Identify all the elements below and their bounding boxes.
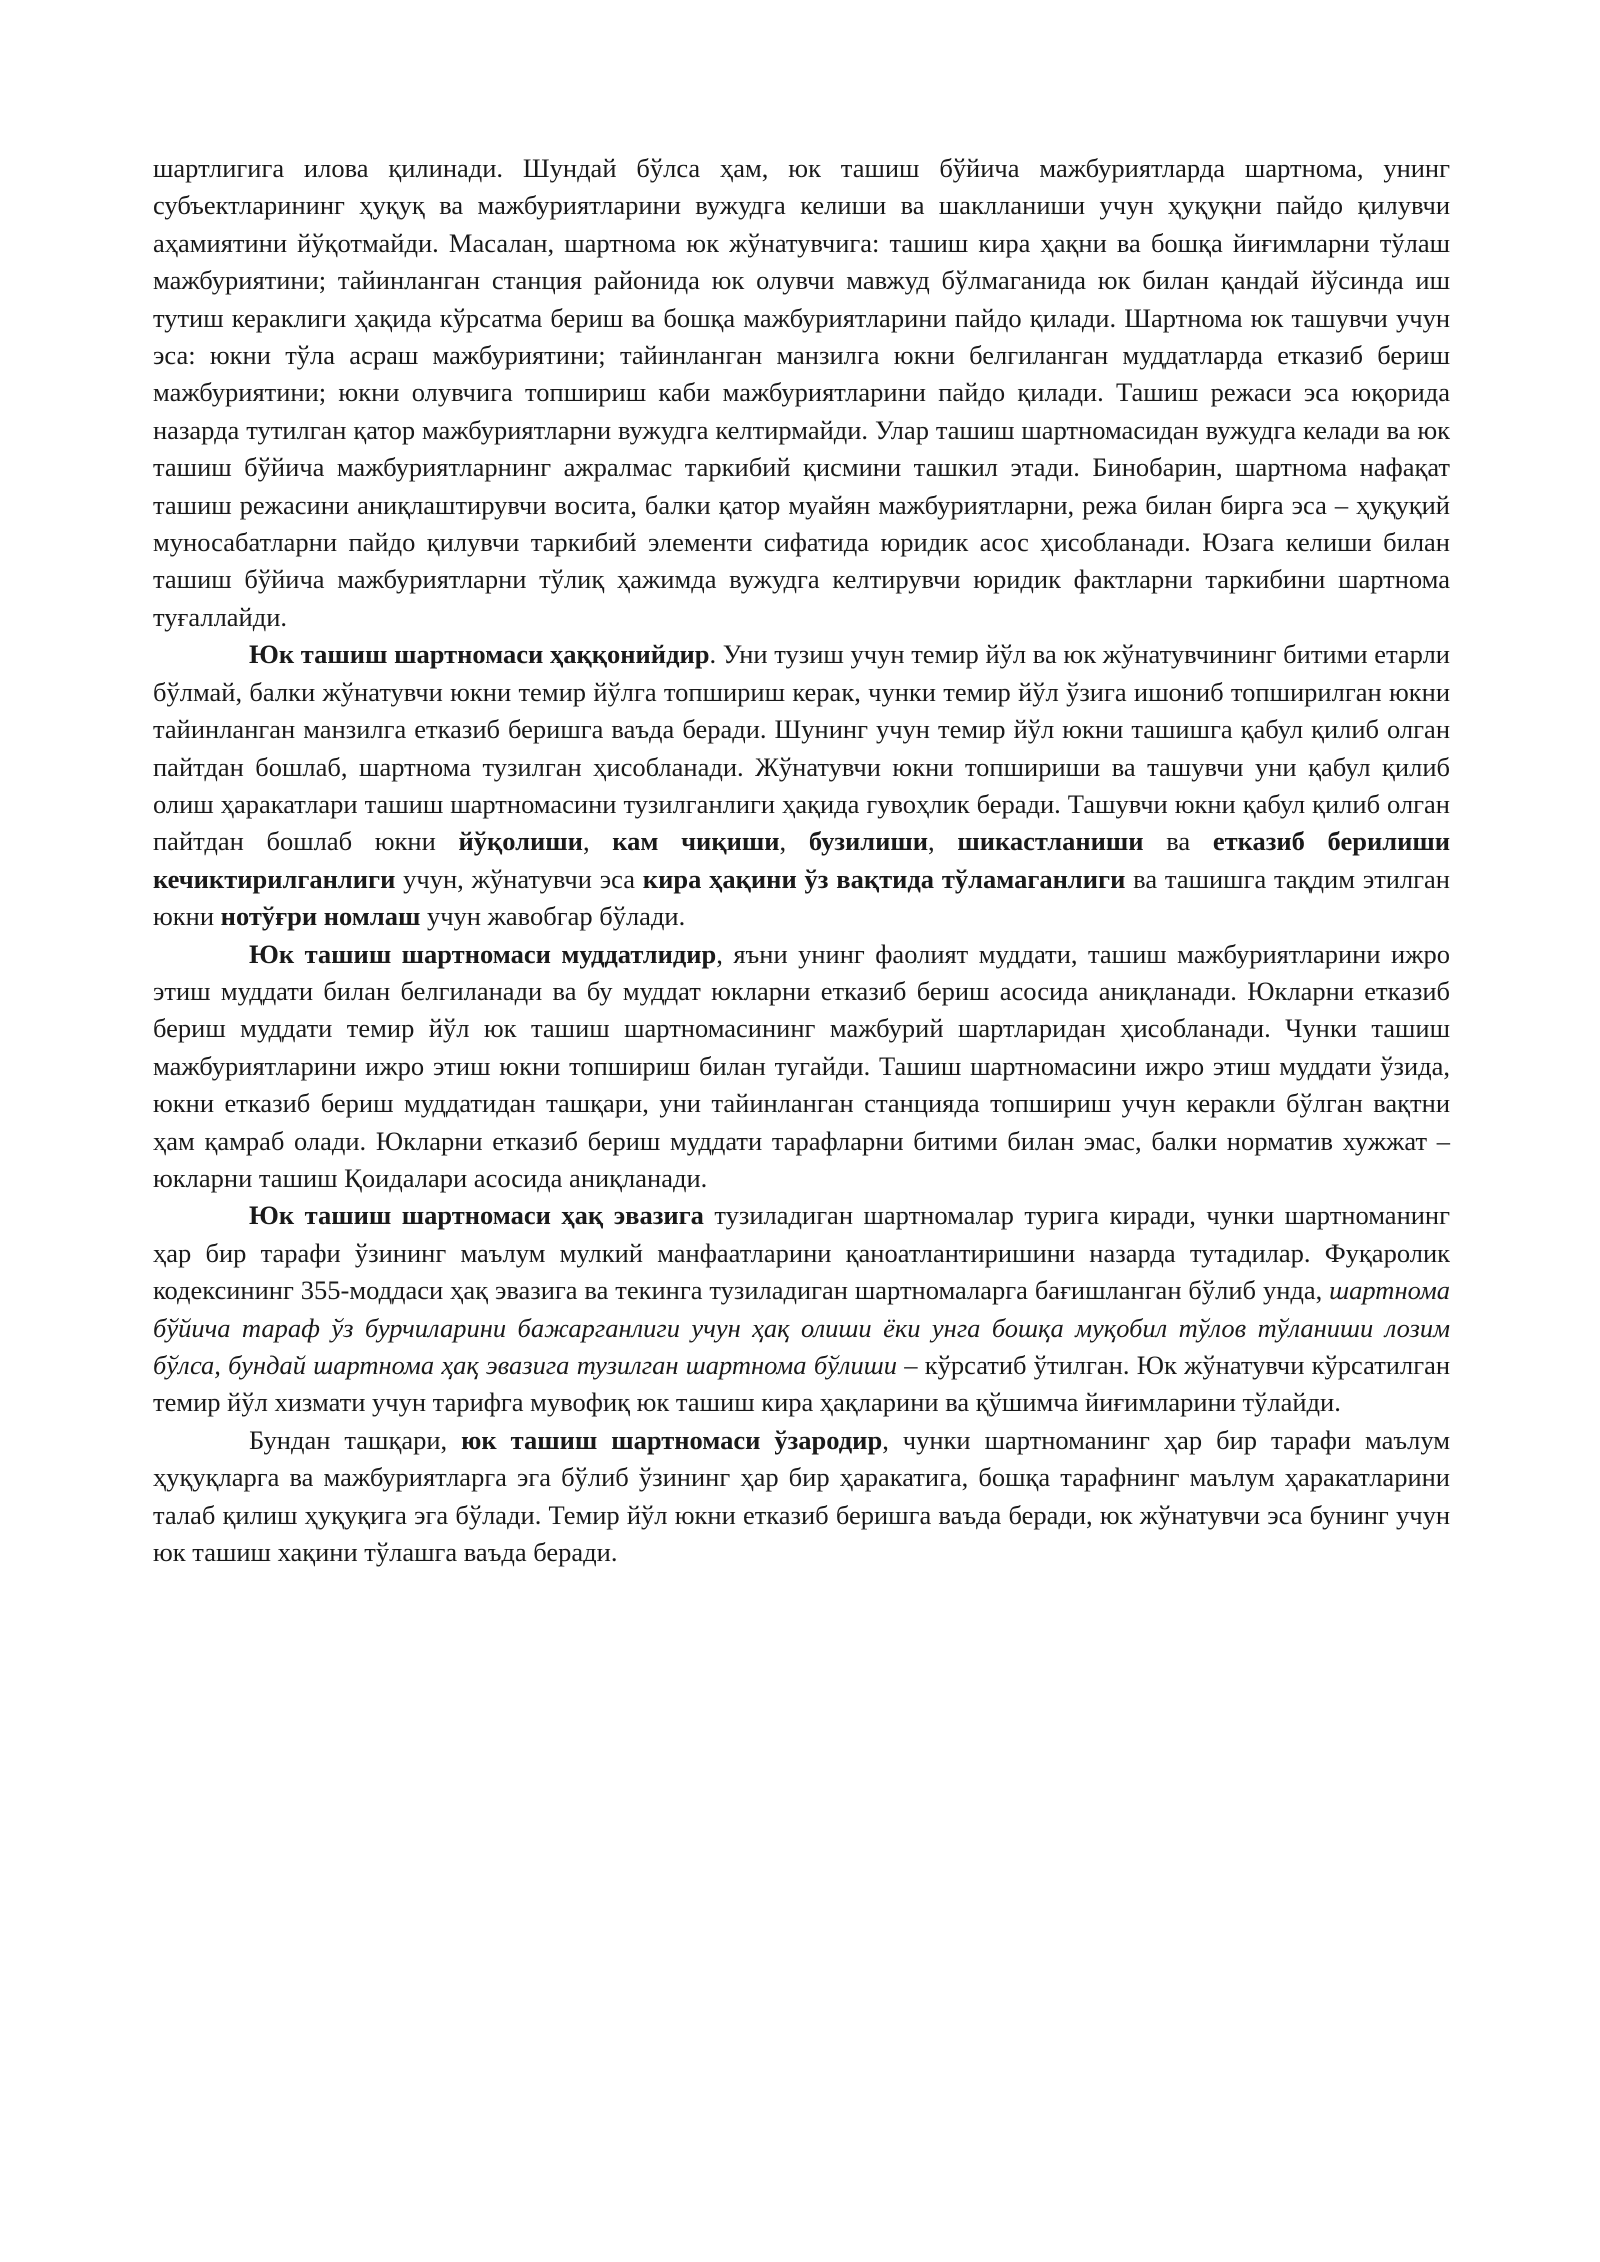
bold-text-run: Юк ташиш шартномаси ҳақ эвазига [249,1200,704,1231]
bold-text-run: йўқолиши [458,826,583,857]
text-run: учун жавобгар бўлади. [420,901,686,932]
paragraph-3 [153,936,1450,1198]
text-run: шартлигига илова қилинади. Шундай бўлса ҳам, юк ташиш бўйича мажбуриятларда шартнома, унинг субъектларининг ҳуқуқ ва мажбуриятларини вужудга келиши ва шаклланиши учун ҳуқуқни пайдо қилувчи аҳамиятини йўқотмайди. Масалан, шартнома юк жўнатувчига: ташиш кира ҳақни ва бошқа йиғимларни тўлаш мажбуриятини; тайинланган станция районида юк олувчи мавжуд бўлмаганида юк билан қандай йўсинда иш тутиш кераклиги ҳақида кўрсатма бериш ва бошқа мажбуриятларини пайдо қилади. Шартнома юк ташувчи учун эса: юкни тўла асраш мажбуриятини; тайинланган манзилга юкни белгиланган муддатларда етказиб бериш мажбуриятини; юкни олувчига топшириш каби мажбуриятларини пайдо қилади. Ташиш режаси эса юқорида назарда тутилган қатор мажбуриятларни вужудга келтирмайди. Улар ташиш шартномасидан вужудга келади ва юк ташиш бўйича мажбуриятларнинг ажралмас таркибий қисмини ташкил этади. Бинобарин, шартнома нафақат ташиш режасини аниқлаштирувчи восита, балки қатор муайян мажбуриятларни, режа билан бирга эса – ҳуқуқий муносабатларни пайдо қилувчи таркибий элементи сифатида юридик асос ҳисобланади. Юзага келиши билан ташиш бўйича мажбуриятларни тўлиқ ҳажимда вужудга келтирувчи юридик фактларни таркибини шартнома туғаллайди. [153,153,1450,632]
bold-text-run: нотўғри номлаш [220,901,421,932]
text-run: ва [1143,826,1213,857]
text-run: . Уни тузиш учун темир йўл ва юк жўнатувчининг битими етарли бўлмай, балки жўнатувчи юкни темир йўлга топшириш керак, чунки темир йўл ўзига ишониб топширилган юкни тайинланган манзилга етказиб беришга ваъда беради. Шунинг учун темир йўл юкни ташишга қабул қилиб олган пайтдан бошлаб, шартнома тузилган ҳисобланади. Жўнатувчи юкни топшириши ва ташувчи уни қабул қилиб олиш ҳаракатлари ташиш шартномасини тузилганлиги ҳақида гувоҳлик беради. Ташувчи юкни қабул қилиб олган пайтдан бошлаб юкни [153,639,1450,857]
text-run: , [928,826,958,857]
bold-text-run: Юк ташиш шартномаси ҳаққонийдир [249,639,710,670]
paragraph-2 [153,636,1450,935]
bold-text-run: Юк ташиш шартномаси муддатлидир [249,938,717,969]
text-run: – кўрсатиб ўтилган. Юк жўнатувчи кўрсатилган темир йўл хизмати учун тарифга мувофиқ юк ташиш кира ҳақларини ва қўшимча йиғимларини тўлайди. [153,1350,1451,1418]
italic-text-run: шартнома бўйича тараф ўз бурчиларини бажарганлиги учун ҳақ олиши ёки унга бошқа муқобил тўлов тўланиши лозим бўлса, бундай шартнома ҳақ эвазига тузилган шартнома бўлиши [153,1275,1450,1380]
text-run: , [582,826,613,857]
text-run: тузиладиган шартномалар турига киради, чунки шартноманинг ҳар бир тарафи ўзининг маълум мулкий манфаатларини қаноатлантиришини назарда тутадилар. Фуқаролик кодексининг 355-моддаси ҳақ эвазига ва текинга тузиладиган шартномаларга бағишланган бўлиб унда, [153,1200,1450,1306]
paragraph-4 [153,1197,1450,1421]
text-run: , [779,826,809,857]
bold-text-run: етказиб берилиши кечиктирилганлиги [153,826,1451,894]
bold-text-run: кира ҳақини ўз вақтида тўламаганлиги [642,863,1126,894]
text-run: ва ташишга тақдим этилган юкни [153,863,1450,932]
bold-text-run: юк ташиш шартномаси ўзародир [461,1424,883,1455]
text-run: , чунки шартноманинг ҳар бир тарафи маълум ҳуқуқларга ва мажбуриятларга эга бўлиб ўзининг ҳар бир ҳаракатига, бошқа тарафнинг маълум ҳаракатларини талаб қилиш ҳуқуқига эга бўлади. Темир йўл юкни етказиб беришга ваъда беради, юк жўнатувчи эса бунинг учун юк ташиш хақини тўлашга ваъда беради. [153,1424,1450,1568]
paragraph-1 [153,150,1450,636]
paragraph-5 [153,1422,1450,1572]
document-page [153,150,1450,1571]
text-run: учун, жўнатувчи эса [395,863,643,894]
bold-text-run: бузилиши [808,826,929,857]
bold-text-run: кам чиқиши [612,826,780,857]
bold-text-run: шикастланиши [957,826,1144,857]
text-run: , яъни унинг фаолият муддати, ташиш мажбуриятларини ижро этиш муддати билан белгиланади ва бу муддат юкларни етказиб бериш асосида аниқланади. Юкларни етказиб бериш муддати темир йўл юк ташиш шартномасининг мажбурий шартларидан ҳисобланади. Чунки ташиш мажбуриятларини ижро этиш юкни топшириш билан тугайди. Ташиш шартномасини ижро этиш муддати ўзида, юкни етказиб бериш муддатидан ташқари, уни тайинланган станцияда топшириш учун керакли бўлган вақтни ҳам қамраб олади. Юкларни етказиб бериш муддати тарафларни битими билан эмас, балки норматив хужжат – юкларни ташиш Қоидалари асосида аниқланади. [153,938,1450,1193]
text-run: Бундан ташқари, [249,1424,462,1455]
